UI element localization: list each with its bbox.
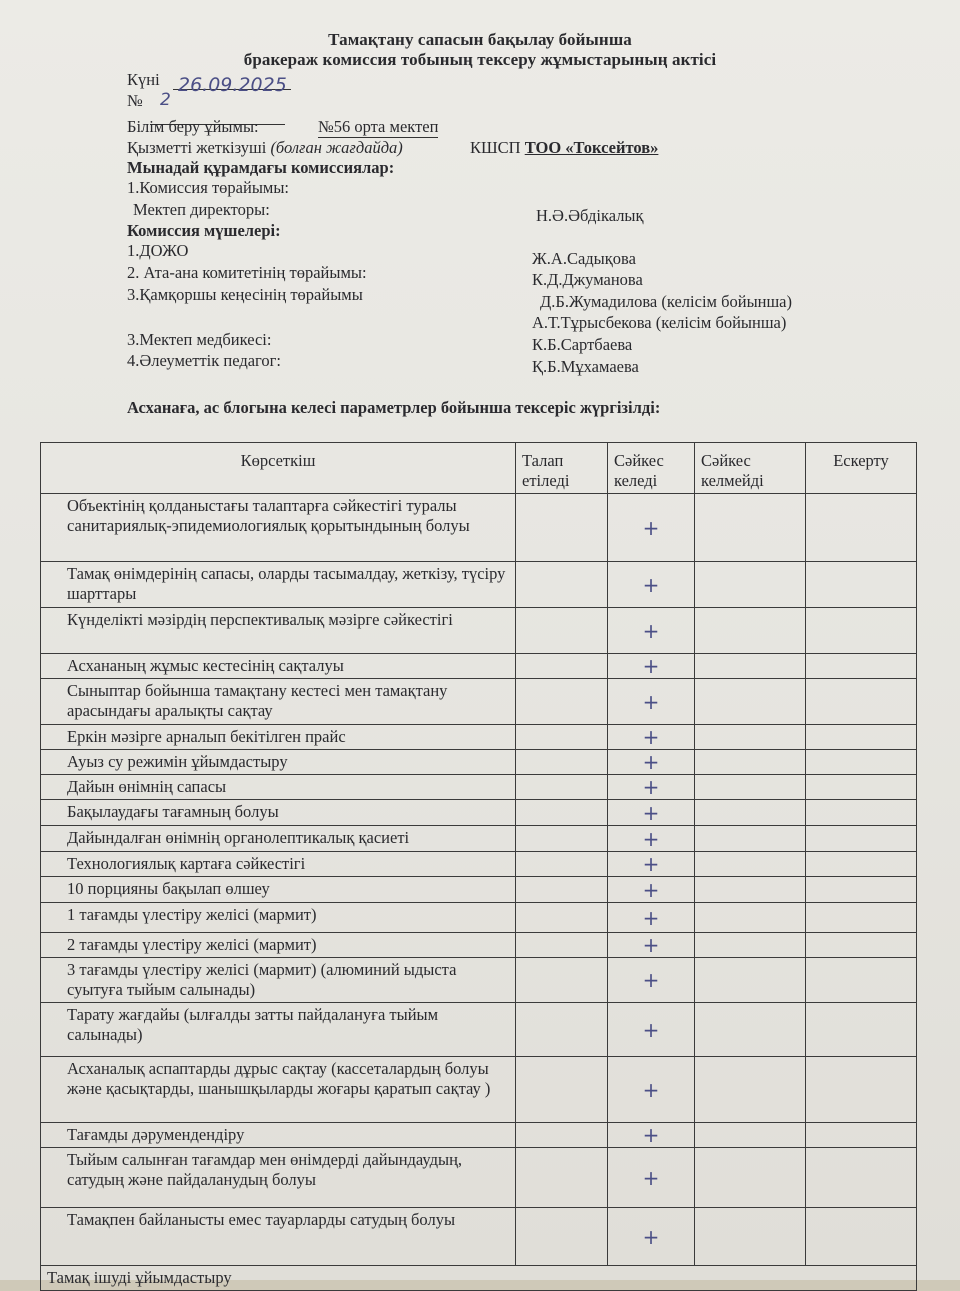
not-conforms-cell xyxy=(695,679,806,725)
member-3-name-b: А.Т.Тұрысбекова (келісім бойынша) xyxy=(532,313,787,332)
required-cell xyxy=(516,852,608,877)
indicator-cell: Тамақпен байланысты емес тауарларды сатудың болуы xyxy=(41,1208,516,1266)
required-cell xyxy=(516,1208,608,1266)
member-1-name: Ж.А.Садықова xyxy=(532,249,636,268)
required-cell xyxy=(516,562,608,608)
indicator-cell: Тыйым салынған тағамдар мен өнімдерді дайындаудың, сатудың және пайдаланудың болуы xyxy=(41,1148,516,1208)
supplier-label-text: Қызметті жеткізуші xyxy=(127,138,267,157)
conforms-cell: + xyxy=(608,1003,695,1057)
required-cell xyxy=(516,494,608,562)
note-cell xyxy=(806,654,917,679)
conforms-cell: + xyxy=(608,852,695,877)
note-cell xyxy=(806,1003,917,1057)
conforms-cell: + xyxy=(608,1123,695,1148)
conforms-cell: + xyxy=(608,877,695,903)
not-conforms-cell xyxy=(695,562,806,608)
col-not-conforms: Сәйкес келмейді xyxy=(695,443,806,494)
supplier-name: ТОО «Токсейтов» xyxy=(524,138,659,157)
required-cell xyxy=(516,1003,608,1057)
indicator-cell: Объектінің қолданыстағы талаптарға сәйкестігі туралы санитариялық-эпидемиологиялық қорытындының болуы xyxy=(41,494,516,562)
conforms-cell: + xyxy=(608,1208,695,1266)
inspection-table xyxy=(40,442,917,1291)
number-value: 2 xyxy=(160,90,171,110)
note-cell xyxy=(806,562,917,608)
required-cell xyxy=(516,750,608,775)
note-cell xyxy=(806,903,917,933)
member-5-role: 4.Әлеуметтік педагог: xyxy=(127,351,281,370)
conforms-cell: + xyxy=(608,800,695,826)
table-row xyxy=(41,1208,917,1266)
required-cell xyxy=(516,958,608,1003)
table-row xyxy=(41,725,917,750)
table-row xyxy=(41,1148,917,1208)
note-cell xyxy=(806,679,917,725)
not-conforms-cell xyxy=(695,800,806,826)
table-header-row xyxy=(41,443,917,494)
table-row xyxy=(41,800,917,826)
table-row xyxy=(41,933,917,958)
supplier-type: КШСП xyxy=(470,138,521,157)
required-cell xyxy=(516,826,608,852)
indicator-cell: Сыныптар бойынша тамақтану кестесі мен тамақтану арасындағы аралықты сақтау xyxy=(41,679,516,725)
indicator-cell: Тамақ өнімдерінің сапасы, оларды тасымалдау, жеткізу, түсіру шарттары xyxy=(41,562,516,608)
chair-name: Н.Ә.Әбдікалық xyxy=(536,206,644,225)
not-conforms-cell xyxy=(695,654,806,679)
table-row xyxy=(41,877,917,903)
table-row xyxy=(41,750,917,775)
date-value: 26.09.2025 xyxy=(178,74,287,96)
conforms-cell: + xyxy=(608,494,695,562)
table-row xyxy=(41,1123,917,1148)
conforms-cell: + xyxy=(608,826,695,852)
conforms-cell: + xyxy=(608,1057,695,1123)
required-cell xyxy=(516,1148,608,1208)
table-row xyxy=(41,679,917,725)
note-cell xyxy=(806,494,917,562)
note-cell xyxy=(806,608,917,654)
conforms-cell: + xyxy=(608,608,695,654)
indicator-cell: Дайын өнімнің сапасы xyxy=(41,775,516,800)
note-cell xyxy=(806,933,917,958)
required-cell xyxy=(516,933,608,958)
member-2-name: К.Д.Джуманова xyxy=(532,270,643,289)
indicator-cell: Дайындалған өнімнің органолептикалық қасиеті xyxy=(41,826,516,852)
required-cell xyxy=(516,654,608,679)
member-4-role: 3.Мектеп медбикесі: xyxy=(127,330,272,349)
indicator-cell: Тағамды дәрумендендіру xyxy=(41,1123,516,1148)
member-3-role: 3.Қамқоршы кеңесінің төрайымы xyxy=(127,285,363,304)
required-cell xyxy=(516,679,608,725)
indicator-cell: Технологиялық картаға сәйкестігі xyxy=(41,852,516,877)
indicator-cell: Асханалық аспаптарды дұрыс сақтау (кассеталардың болуы және қасықтарды, шанышқыларды жоғары қаратып сақтау ) xyxy=(41,1057,516,1123)
supplier-label xyxy=(127,138,403,158)
note-cell xyxy=(806,1148,917,1208)
section-title: Тамақ ішуді ұйымдастыру xyxy=(41,1266,917,1291)
note-cell xyxy=(806,1123,917,1148)
not-conforms-cell xyxy=(695,1057,806,1123)
required-cell xyxy=(516,877,608,903)
indicator-cell: Еркін мәзірге арналып бекітілген прайс xyxy=(41,725,516,750)
member-2-role: 2. Ата-ана комитетінің төрайымы: xyxy=(127,263,367,282)
chair-heading: 1.Комиссия төрайымы: xyxy=(127,178,290,197)
required-cell xyxy=(516,725,608,750)
indicator-cell: 1 тағамды үлестіру желісі (мармит) xyxy=(41,903,516,933)
table-section-row xyxy=(41,1266,917,1291)
supplier-note: (болған жағдайда) xyxy=(270,138,403,157)
member-1-role: 1.ДОЖО xyxy=(127,241,189,260)
note-cell xyxy=(806,826,917,852)
indicator-cell: 2 тағамды үлестіру желісі (мармит) xyxy=(41,933,516,958)
note-cell xyxy=(806,958,917,1003)
table-row xyxy=(41,1003,917,1057)
conforms-cell: + xyxy=(608,562,695,608)
col-indicator: Көрсеткіш xyxy=(41,443,516,494)
conforms-cell: + xyxy=(608,933,695,958)
not-conforms-cell xyxy=(695,750,806,775)
note-cell xyxy=(806,1208,917,1266)
not-conforms-cell xyxy=(695,725,806,750)
col-note: Ескерту xyxy=(806,443,917,494)
chair-role: Мектеп директоры: xyxy=(133,200,270,219)
doc-title-line2: бракераж комиссия тобының тексеру жұмыстарының актісі xyxy=(243,50,717,69)
not-conforms-cell xyxy=(695,1123,806,1148)
conforms-cell: + xyxy=(608,775,695,800)
number-label: № xyxy=(127,91,143,110)
table-row xyxy=(41,494,917,562)
doc-title-line1: Тамақтану сапасын бақылау бойынша xyxy=(328,30,632,49)
not-conforms-cell xyxy=(695,933,806,958)
note-cell xyxy=(806,852,917,877)
members-heading: Комиссия мүшелері: xyxy=(127,221,281,240)
indicator-cell: 3 тағамды үлестіру желісі (мармит) (алюминий ыдыста суытуға тыйым салынады) xyxy=(41,958,516,1003)
member-4-name: К.Б.Сартбаева xyxy=(532,335,633,354)
col-required: Талап етіледі xyxy=(516,443,608,494)
org-label: Білім беру ұйымы: xyxy=(127,117,259,136)
not-conforms-cell xyxy=(695,1148,806,1208)
date-label: Күні xyxy=(127,70,160,89)
conforms-cell: + xyxy=(608,750,695,775)
note-cell xyxy=(806,750,917,775)
not-conforms-cell xyxy=(695,608,806,654)
table-row xyxy=(41,654,917,679)
supplier-value xyxy=(470,138,658,158)
table-row xyxy=(41,608,917,654)
indicator-cell: Тарату жағдайы (ылғалды затты пайдалануға тыйым салынады) xyxy=(41,1003,516,1057)
not-conforms-cell xyxy=(695,958,806,1003)
table-row xyxy=(41,958,917,1003)
conforms-cell: + xyxy=(608,654,695,679)
required-cell xyxy=(516,608,608,654)
check-intro: Асханаға, ас блогына келесі параметрлер бойынша тексеріс жүргізілді: xyxy=(127,398,661,417)
note-cell xyxy=(806,725,917,750)
table-row xyxy=(41,1057,917,1123)
note-cell xyxy=(806,775,917,800)
table-row xyxy=(41,852,917,877)
not-conforms-cell xyxy=(695,775,806,800)
required-cell xyxy=(516,903,608,933)
member-3-name-a: Д.Б.Жумадилова (келісім бойынша) xyxy=(540,292,793,311)
member-5-name: Қ.Б.Мұхамаева xyxy=(532,357,639,376)
table-row xyxy=(41,775,917,800)
note-cell xyxy=(806,800,917,826)
required-cell xyxy=(516,800,608,826)
composition-heading: Мынадай құрамдағы комиссиялар: xyxy=(127,158,395,177)
not-conforms-cell xyxy=(695,1003,806,1057)
required-cell xyxy=(516,775,608,800)
not-conforms-cell xyxy=(695,852,806,877)
indicator-cell: Асхананың жұмыс кестесінің сақталуы xyxy=(41,654,516,679)
required-cell xyxy=(516,1123,608,1148)
not-conforms-cell xyxy=(695,826,806,852)
not-conforms-cell xyxy=(695,1208,806,1266)
not-conforms-cell xyxy=(695,903,806,933)
indicator-cell: Бақылаудағы тағамның болуы xyxy=(41,800,516,826)
table-row xyxy=(41,903,917,933)
note-cell xyxy=(806,1057,917,1123)
note-cell xyxy=(806,877,917,903)
required-cell xyxy=(516,1057,608,1123)
indicator-cell: Ауыз су режимін ұйымдастыру xyxy=(41,750,516,775)
conforms-cell: + xyxy=(608,958,695,1003)
org-value: №56 орта мектеп xyxy=(318,117,439,136)
not-conforms-cell xyxy=(695,494,806,562)
table-row xyxy=(41,562,917,608)
indicator-cell: 10 порцияны бақылап өлшеу xyxy=(41,877,516,903)
conforms-cell: + xyxy=(608,725,695,750)
indicator-cell: Күнделікті мәзірдің перспективалық мәзірге сәйкестігі xyxy=(41,608,516,654)
col-conforms: Сәйкес келеді xyxy=(608,443,695,494)
conforms-cell: + xyxy=(608,903,695,933)
table-row xyxy=(41,826,917,852)
conforms-cell: + xyxy=(608,1148,695,1208)
conforms-cell: + xyxy=(608,679,695,725)
not-conforms-cell xyxy=(695,877,806,903)
